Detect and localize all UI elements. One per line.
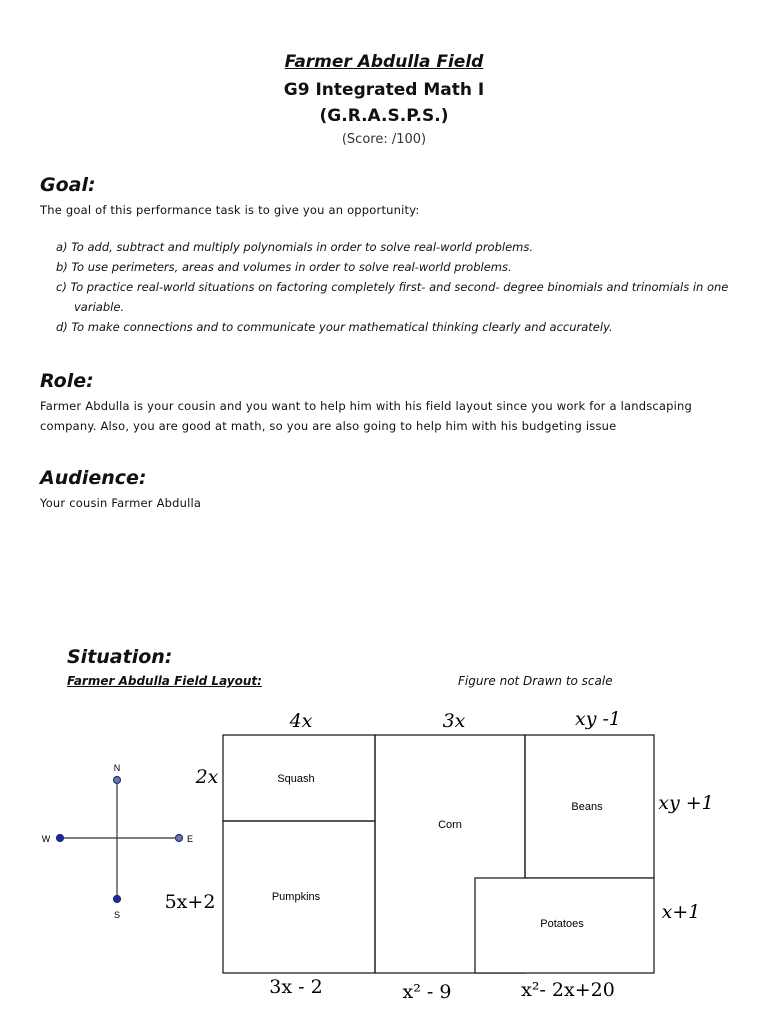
- grasps-acronym: (G.R.A.S.P.S.): [319, 106, 449, 126]
- compass-east-dot: [176, 835, 183, 842]
- audience-heading: Audience:: [40, 467, 147, 489]
- situation-heading: Situation:: [67, 646, 173, 668]
- compass-west-dot: [57, 835, 64, 842]
- course-title: G9 Integrated Math I: [283, 80, 485, 100]
- goal-item: c) To practice real-world situations on factoring completely first- and second- degree binomials and trinomials in one variable.: [56, 280, 729, 314]
- compass-e-label: E: [186, 834, 194, 844]
- dim-right-beans: xy +1: [658, 792, 714, 814]
- dim-left-squash: 2x: [195, 766, 219, 788]
- goal-intro: The goal of this performance task is to give you an opportunity:: [40, 203, 420, 217]
- goal-heading: Goal:: [40, 174, 96, 196]
- role-text: Farmer Abdulla is your cousin and you want to help him with his field layout since you work for a landscaping company. Also, you are good at math, so you are also going to help him with his budgeting issue: [40, 399, 693, 433]
- dim-bottom-corn: x² - 9: [402, 981, 452, 1003]
- dim-top-corn: 3x: [442, 710, 466, 732]
- document-title: Farmer Abdulla Field: [284, 52, 484, 72]
- goal-list: [56, 237, 736, 337]
- compass-s-label: S: [113, 910, 121, 920]
- compass-w-label: W: [41, 834, 51, 844]
- compass-n-label: N: [113, 763, 121, 773]
- role-heading: Role:: [40, 370, 94, 392]
- goal-item: d) To make connections and to communicate your mathematical thinking clearly and accurately.: [56, 320, 613, 334]
- score-line: (Score: /100): [341, 132, 427, 147]
- dim-top-squash: 4x: [289, 710, 313, 732]
- field-layout-label: Farmer Abdulla Field Layout:: [67, 674, 262, 688]
- plot-label-squash: Squash: [277, 773, 315, 785]
- plot-label-beans: Beans: [571, 801, 603, 813]
- compass-north-dot: [114, 777, 121, 784]
- dim-bottom-pumpkins: 3x - 2: [269, 976, 323, 998]
- compass-rose: [57, 777, 183, 903]
- field-layout-figure: [0, 700, 768, 1024]
- plot-label-corn: Corn: [438, 819, 462, 831]
- goal-item: a) To add, subtract and multiply polynomials in order to solve real-world problems.: [56, 240, 533, 254]
- dim-bottom-potatoes: x²- 2x+20: [521, 979, 615, 1001]
- compass-south-dot: [114, 896, 121, 903]
- plot-label-potatoes: Potatoes: [540, 918, 584, 930]
- goal-item: b) To use perimeters, areas and volumes in order to solve real-world problems.: [56, 260, 512, 274]
- plot-label-pumpkins: Pumpkins: [271, 891, 321, 903]
- dim-top-beans: xy -1: [575, 708, 621, 730]
- audience-text: Your cousin Farmer Abdulla: [40, 496, 202, 510]
- scale-note: Figure not Drawn to scale: [458, 674, 613, 688]
- dim-left-pumpkins: 5x+2: [164, 891, 216, 913]
- dim-right-potatoes: x+1: [661, 901, 701, 923]
